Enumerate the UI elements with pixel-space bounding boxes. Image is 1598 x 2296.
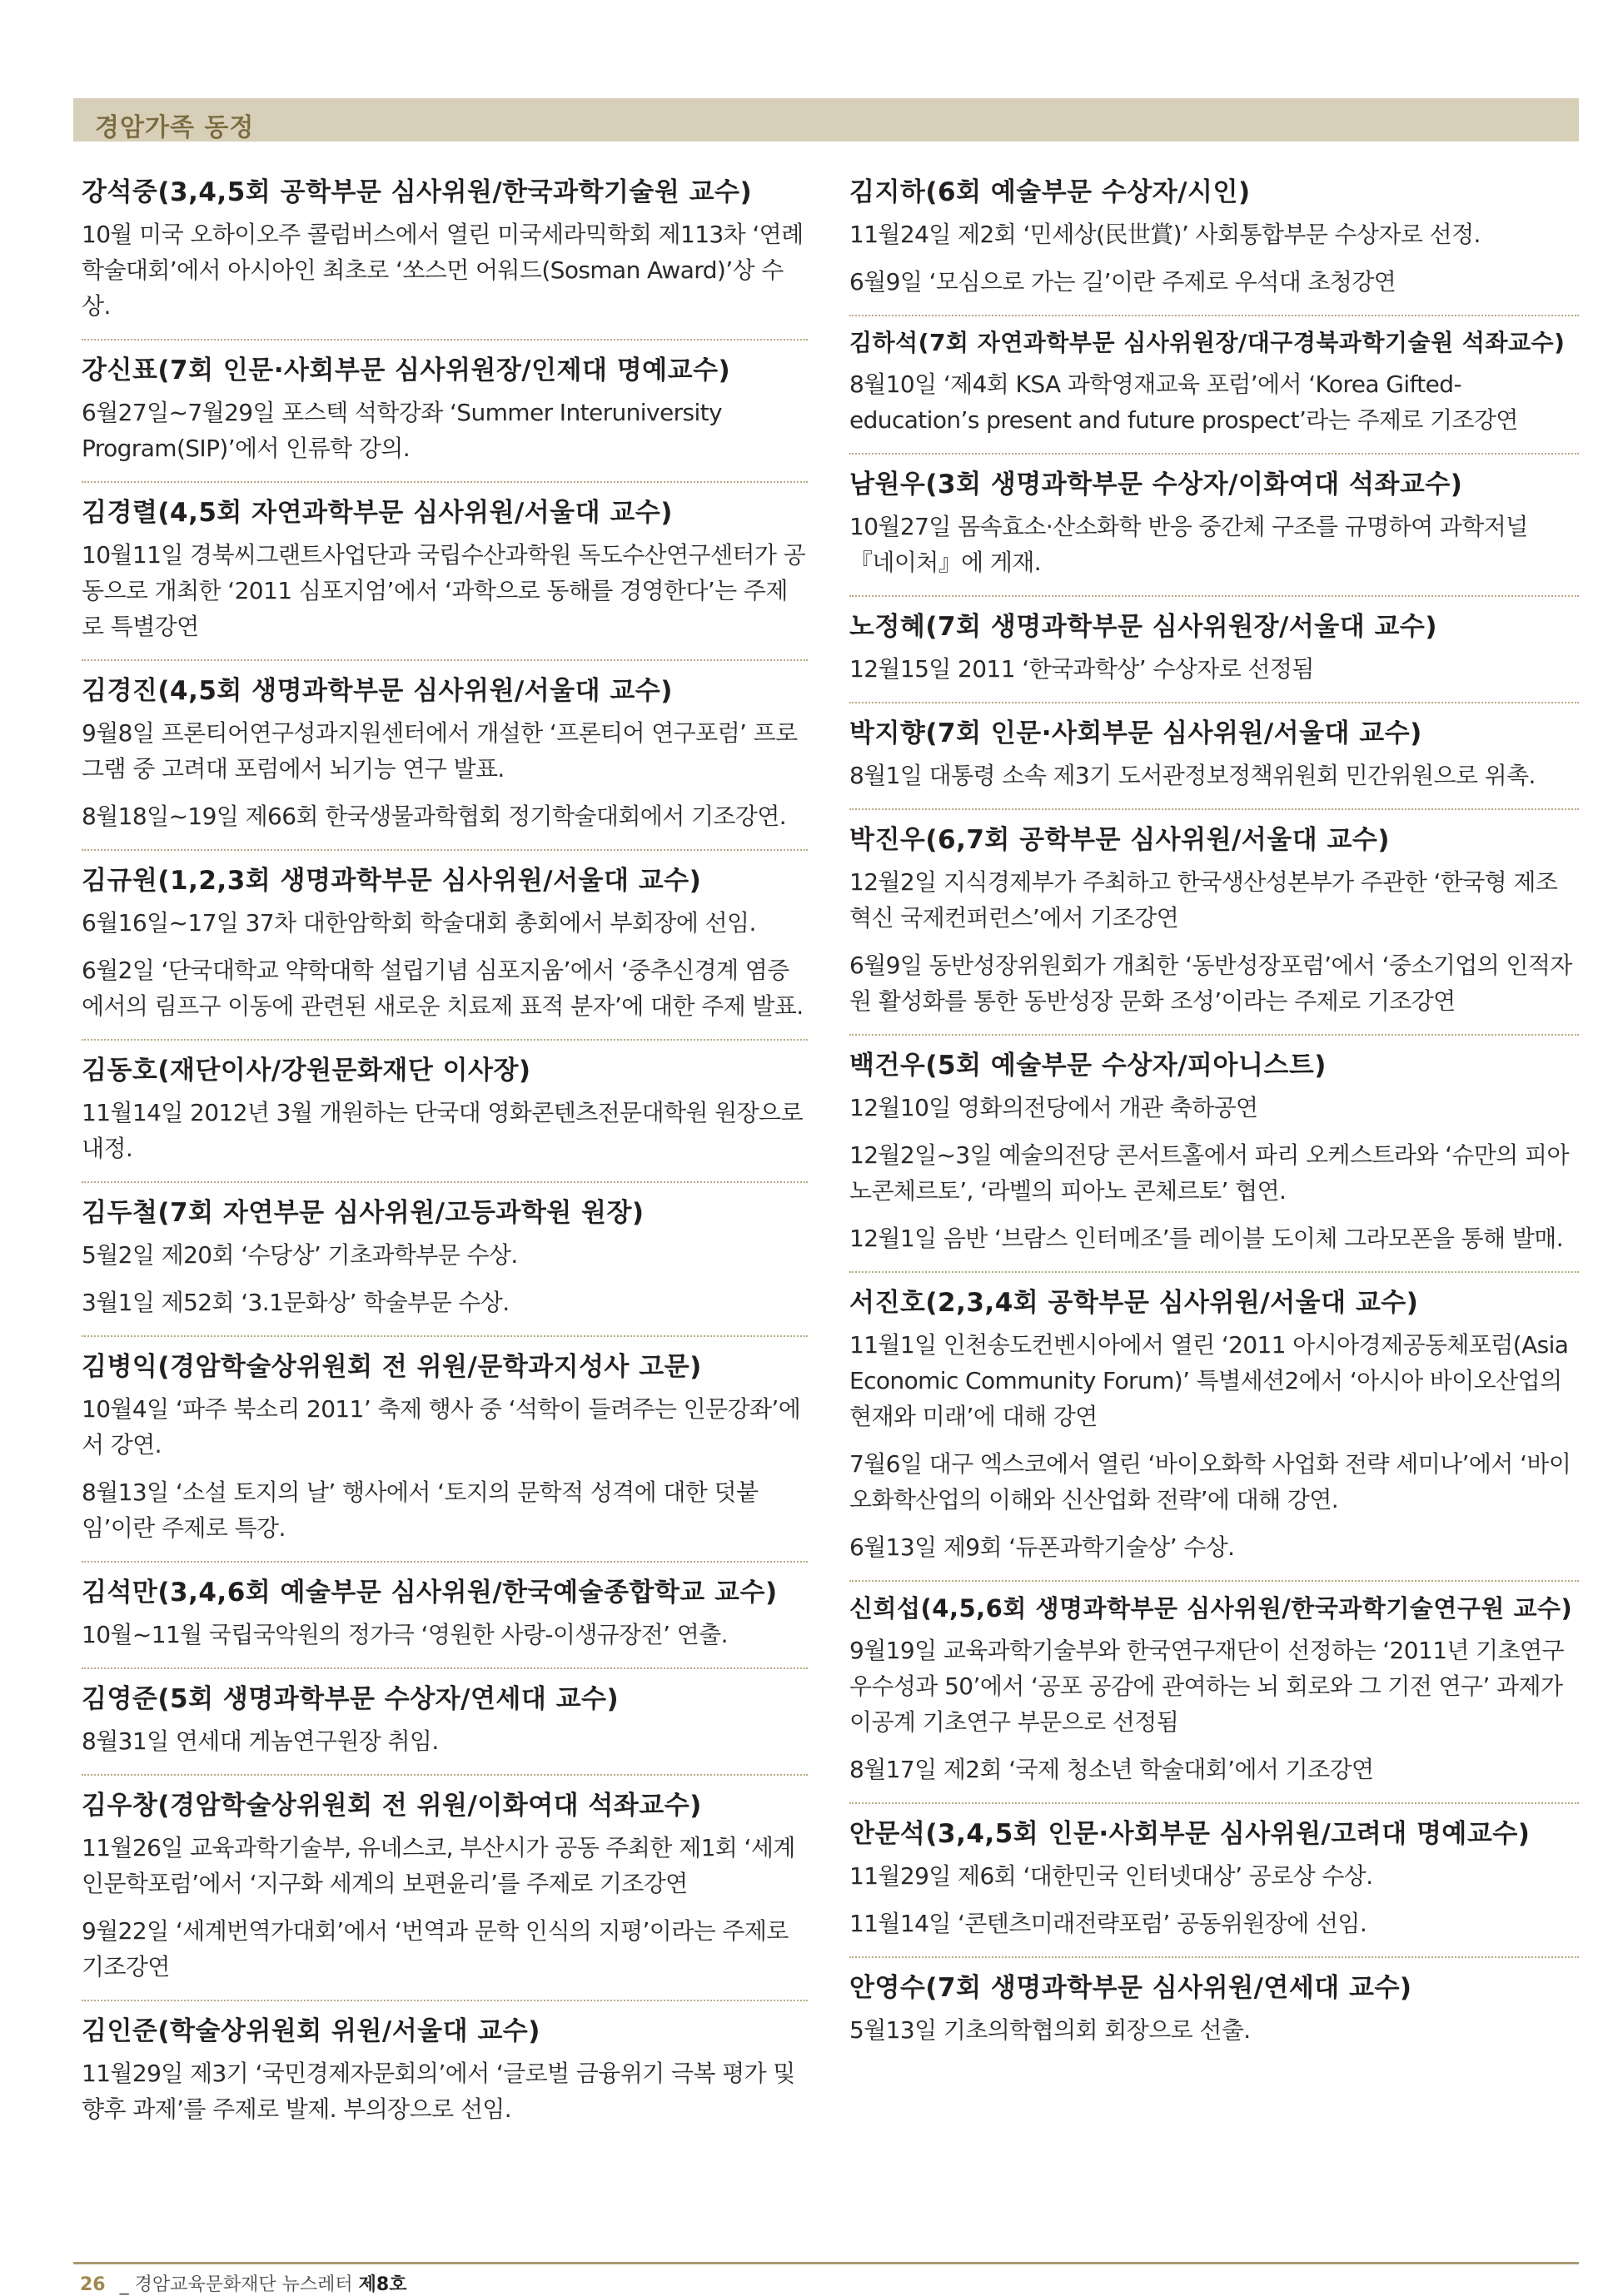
person-entry	[82, 849, 808, 1024]
news-item: 6월16일~17일 37차 대한암학회 학술대회 총회에서 부회장에 선임.	[82, 909, 756, 937]
person-entry	[849, 453, 1579, 580]
person-entry	[849, 1956, 1579, 2048]
person-entry	[82, 1667, 808, 1759]
issue-number: 제8호	[358, 2274, 407, 2295]
news-item: 11월1일 인천송도컨벤시아에서 열린 ‘2011 아시아경제공동체포럼(Asia Economic Community Forum)’ 특별세션2에서 ‘아시아 바이오산업의 현재와 미래’에 대해 강연	[849, 1331, 1569, 1430]
person-name: 강신표(7회 인문·사회부문 심사위원장/인제대 명예교수)	[82, 355, 731, 385]
news-item: 6월9일 ‘모심으로 가는 길’이란 주제로 우석대 초청강연	[849, 268, 1396, 296]
person-name: 김경렬(4,5회 자연과학부문 심사위원/서울대 교수)	[82, 498, 673, 528]
news-item: 10월 미국 오하이오주 콜럼버스에서 열린 미국세라믹학회 제113차 ‘연례학술대회’에서 아시아인 최초로 ‘쏘스먼 어워드(Sosman Award)’상 수상.	[82, 221, 804, 320]
news-item: 5월13일 기초의학협의회 회장으로 선출.	[849, 2016, 1251, 2044]
person-name: 김경진(4,5회 생명과학부문 심사위원/서울대 교수)	[82, 676, 673, 706]
news-item: 6월13일 제9회 ‘듀폰과학기술상’ 수상.	[849, 1533, 1235, 1561]
news-item: 9월19일 교육과학기술부와 한국연구재단이 선정하는 ‘2011년 기초연구 우수성과 50’에서 ‘공포 공감에 관여하는 뇌 회로와 그 기전 연구’ 과제가 이공계 기초연구 부문으로 선정됨	[849, 1637, 1564, 1736]
news-item: 8월17일 제2회 ‘국제 청소년 학술대회’에서 기조강연	[849, 1756, 1374, 1783]
person-entry	[82, 481, 808, 644]
news-item: 3월1일 제52회 ‘3.1문화상’ 학술부문 수상.	[82, 1289, 510, 1316]
person-name: 강석중(3,4,5회 공학부문 심사위원/한국과학기술원 교수)	[82, 177, 753, 207]
person-entry	[82, 339, 808, 466]
news-item: 8월18일~19일 제66회 한국생물과학협회 정기학술대회에서 기조강연.	[82, 803, 787, 830]
person-name: 김석만(3,4,6회 예술부문 심사위원/한국예술종합학교 교수)	[82, 1578, 778, 1608]
person-entry	[849, 595, 1579, 687]
news-item: 10월11일 경북씨그랜트사업단과 국립수산과학원 독도수산연구센터가 공동으로 개최한 ‘2011 심포지엄’에서 ‘과학으로 동해를 경영한다’는 주제로 특별강연	[82, 541, 806, 640]
right-column	[849, 162, 1579, 2063]
news-item: 12월15일 2011 ‘한국과학상’ 수상자로 선정됨	[849, 655, 1314, 683]
person-name: 서진호(2,3,4회 공학부문 심사위원/서울대 교수)	[849, 1288, 1419, 1318]
person-name: 박진우(6,7회 공학부문 심사위원/서울대 교수)	[849, 825, 1391, 855]
person-entry	[82, 659, 808, 834]
news-item: 11월26일 교육과학기술부, 유네스코, 부산시가 공동 주최한 제1회 ‘세계인문학포럼’에서 ‘지구화 세계의 보편윤리’를 주제로 기조강연	[82, 1834, 795, 1897]
person-entry	[849, 315, 1579, 438]
left-column	[82, 162, 808, 2142]
news-item: 8월10일 ‘제4회 KSA 과학영재교육 포럼’에서 ‘Korea Gifted-education’s present and future prospect’라는 주제로 기조강연	[849, 370, 1518, 434]
news-item: 10월27일 몸속효소·산소화학 반응 중간체 구조를 규명하여 과학저널 『네이처』에 게재.	[849, 513, 1528, 576]
person-entry	[849, 162, 1579, 300]
news-item: 6월2일 ‘단국대학교 약학대학 설립기념 심포지움’에서 ‘중추신경계 염증에서의 림프구 이동에 관련된 새로운 치료제 표적 분자’에 대한 주제 발표.	[82, 957, 804, 1020]
person-entry	[849, 1034, 1579, 1256]
person-entry	[849, 808, 1579, 1019]
news-item: 6월9일 동반성장위원회가 개최한 ‘동반성장포럼’에서 ‘중소기업의 인적자원 활성화를 통한 동반성장 문화 조성’이라는 주제로 기조강연	[849, 952, 1572, 1015]
person-entry	[849, 702, 1579, 793]
news-item: 12월1일 음반 ‘브람스 인터메조’를 레이블 도이체 그라모폰을 통해 발매.	[849, 1225, 1564, 1252]
person-entry	[82, 1561, 808, 1652]
person-name: 박지향(7회 인문·사회부문 심사위원/서울대 교수)	[849, 718, 1422, 748]
person-name: 남원우(3회 생명과학부문 수상자/이화여대 석좌교수)	[849, 470, 1463, 499]
person-entry	[849, 1271, 1579, 1565]
person-name: 김인준(학술상위원회 위원/서울대 교수)	[82, 2016, 540, 2046]
news-item: 8월31일 연세대 게놈연구원장 취임.	[82, 1727, 439, 1755]
news-item: 11월29일 제3기 ‘국민경제자문회의’에서 ‘글로벌 금융위기 극복 평가 및 향후 과제’를 주제로 발제. 부의장으로 선임.	[82, 2060, 795, 2123]
person-entry	[82, 1774, 808, 1985]
news-item: 11월14일 2012년 3월 개원하는 단국대 영화콘텐츠전문대학원 원장으로 내정.	[82, 1099, 803, 1162]
news-item: 10월~11월 국립국악원의 정가극 ‘영원한 사랑-이생규장전’ 연출.	[82, 1621, 728, 1648]
footer-divider	[73, 2262, 1579, 2264]
person-name: 김우창(경암학술상위원회 전 위원/이화여대 석좌교수)	[82, 1791, 702, 1821]
news-item: 11월29일 제6회 ‘대한민국 인터넷대상’ 공로상 수상.	[849, 1862, 1373, 1890]
news-item: 5월2일 제20회 ‘수당상’ 기초과학부문 수상.	[82, 1241, 518, 1269]
page-number: 26	[80, 2274, 106, 2295]
footer-separator: _	[119, 2274, 129, 2295]
person-name: 김병익(경암학술상위원회 전 위원/문학과지성사 고문)	[82, 1352, 702, 1382]
publication-name: 경암교육문화재단 뉴스레터	[134, 2274, 353, 2295]
news-item: 9월22일 ‘세계번역가대회’에서 ‘번역과 문학 인식의 지평’이라는 주제로 기조강연	[82, 1917, 789, 1980]
section-header-bar	[73, 98, 1579, 142]
person-name: 김지하(6회 예술부문 수상자/시인)	[849, 177, 1251, 207]
person-entry	[82, 1039, 808, 1166]
news-item: 9월8일 프론티어연구성과지원센터에서 개설한 ‘프론티어 연구포럼’ 프로그램 중 고려대 포럼에서 뇌기능 연구 발표.	[82, 719, 798, 783]
news-item: 10월4일 ‘파주 북소리 2011’ 축제 행사 중 ‘석학이 들려주는 인문강좌’에서 강연.	[82, 1395, 801, 1459]
person-name: 김두철(7회 자연부문 심사위원/고등과학원 원장)	[82, 1198, 645, 1228]
news-item: 8월1일 대통령 소속 제3기 도서관정보정책위원회 민간위원으로 위촉.	[849, 762, 1536, 789]
section-title: 경암가족 동정	[95, 113, 255, 142]
person-entry	[849, 1580, 1579, 1787]
person-name: 안영수(7회 생명과학부문 심사위원/연세대 교수)	[849, 1973, 1412, 2003]
person-entry	[82, 1335, 808, 1546]
news-item: 8월13일 ‘소설 토지의 날’ 행사에서 ‘토지의 문학적 성격에 대한 덧붙임’이란 주제로 특강.	[82, 1478, 759, 1542]
news-item: 12월10일 영화의전당에서 개관 축하공연	[849, 1094, 1258, 1121]
person-entry	[82, 162, 808, 324]
person-name: 노정혜(7회 생명과학부문 심사위원장/서울대 교수)	[849, 612, 1438, 642]
person-name: 김규원(1,2,3회 생명과학부문 심사위원/서울대 교수)	[82, 866, 702, 896]
news-item: 12월2일 지식경제부가 주최하고 한국생산성본부가 주관한 ‘한국형 제조혁신 국제컨퍼런스’에서 기조강연	[849, 868, 1558, 932]
person-name: 김하석(7회 자연과학부문 심사위원장/대구경북과학기술원 석좌교수)	[849, 329, 1566, 356]
person-name: 백건우(5회 예술부문 수상자/피아니스트)	[849, 1051, 1327, 1081]
footer	[80, 2270, 406, 2296]
person-name: 김동호(재단이사/강원문화재단 이사장)	[82, 1056, 531, 1086]
news-item: 11월24일 제2회 ‘민세상(民世賞)’ 사회통합부문 수상자로 선정.	[849, 221, 1481, 248]
news-item: 7월6일 대구 엑스코에서 열린 ‘바이오화학 사업화 전략 세미나’에서 ‘바이오화학산업의 이해와 신산업화 전략’에 대해 강연.	[849, 1450, 1571, 1513]
person-entry	[849, 1802, 1579, 1941]
person-name: 신희섭(4,5,6회 생명과학부문 심사위원/한국과학기술연구원 교수)	[849, 1594, 1573, 1623]
person-name: 안문석(3,4,5회 인문·사회부문 심사위원/고려대 명예교수)	[849, 1819, 1531, 1849]
person-entry	[82, 1181, 808, 1320]
news-item: 12월2일~3일 예술의전당 콘서트홀에서 파리 오케스트라와 ‘슈만의 피아노콘체르토’, ‘라벨의 피아노 콘체르토’ 협연.	[849, 1141, 1569, 1205]
person-entry	[82, 2000, 808, 2127]
news-item: 6월27일~7월29일 포스텍 석학강좌 ‘Summer Interuniversity Program(SIP)’에서 인류학 강의.	[82, 399, 723, 462]
news-item: 11월14일 ‘콘텐츠미래전략포럼’ 공동위원장에 선임.	[849, 1910, 1367, 1937]
person-name: 김영준(5회 생명과학부문 수상자/연세대 교수)	[82, 1684, 620, 1714]
